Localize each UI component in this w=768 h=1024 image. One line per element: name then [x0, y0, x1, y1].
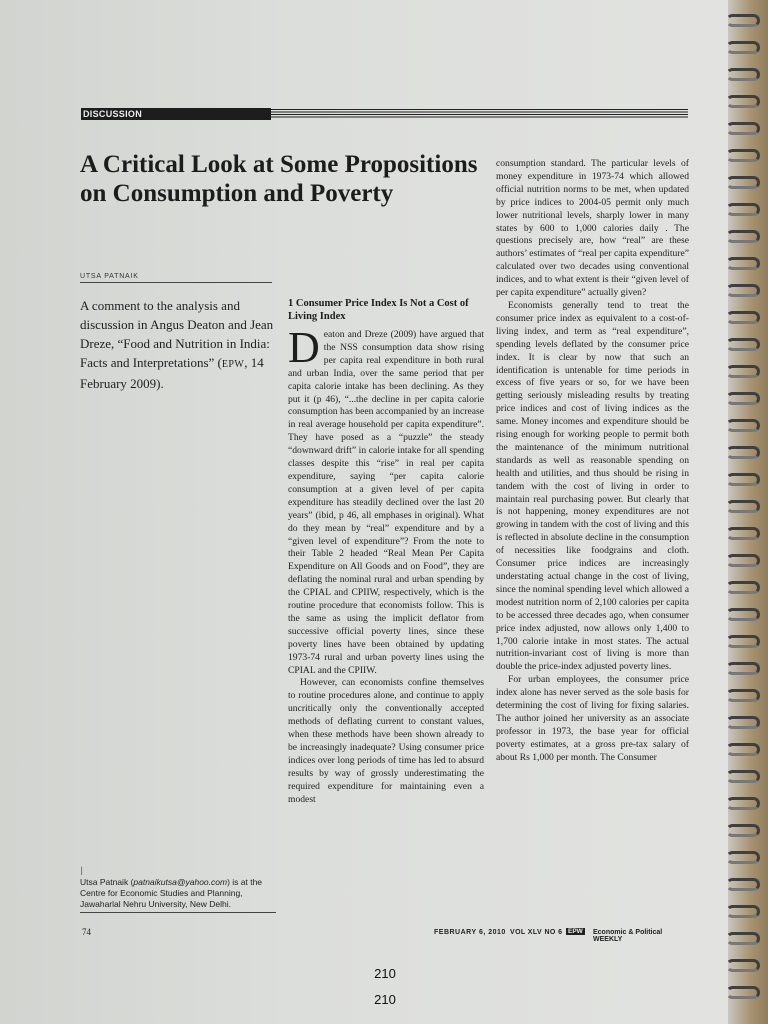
spiral-coil [726, 95, 760, 108]
spiral-binding [728, 0, 768, 1024]
spiral-coil [726, 959, 760, 972]
spiral-coil [726, 338, 760, 351]
article-title: A Critical Look at Some Propositions on Consumption and Poverty [80, 151, 478, 207]
page-footer [80, 926, 690, 943]
paragraph [288, 323, 484, 677]
section-heading: 1 Consumer Price Index Is Not a Cost of Living Index [288, 298, 469, 322]
spiral-coil [726, 851, 760, 864]
spiral-coil [726, 257, 760, 270]
spiral-coil [726, 311, 760, 324]
spiral-coil [726, 149, 760, 162]
spiral-coil [726, 230, 760, 243]
abstract-text-end: , 14 February 2009). [80, 355, 264, 391]
issue-date: FEBRUARY 6, 2010 [434, 929, 506, 936]
magazine-name: Economic & Political WEEKLY [593, 929, 663, 943]
body-column-right [496, 158, 689, 765]
spiral-coil [726, 284, 760, 297]
spiral-coil [726, 743, 760, 756]
spiral-coil [726, 608, 760, 621]
spiral-coil [726, 203, 760, 216]
spiral-coil [726, 716, 760, 729]
spiral-coil [726, 176, 760, 189]
abstract-text-start: A comment to the analysis and discussion in Angus Deaton and Jean Dreze, “Food and Nutrition in India: Facts and Interpretations” ( [80, 298, 274, 370]
spiral-coil [726, 68, 760, 81]
section-rule-lines [271, 109, 688, 119]
spiral-coil [726, 932, 760, 945]
author-email: patnaikutsa@yahoo.com [133, 877, 228, 887]
spiral-coil [726, 419, 760, 432]
page-number: 74 [82, 927, 91, 937]
spiral-coil [726, 689, 760, 702]
spiral-coil [726, 41, 760, 54]
spiral-coil [726, 770, 760, 783]
spiral-coil [726, 14, 760, 27]
spiral-coil [726, 554, 760, 567]
footnote-text-start: Utsa Patnaik ( [80, 877, 134, 887]
spiral-coil [726, 635, 760, 648]
paragraph: consumption standard. The particular levels of money expenditure in 1973-74 which allowed official nutrition norms to be met, when updated by price indices to 2004-05 permit only much lower nutritional levels, sharply lower in many states by 600 to 1,000 calories daily . The questions precisely are, how “real” are these authors’ estimates of “real per capita expenditure” calculated over two decades using conventional indices, and to what extent is their “given level of per capita expenditure” actually given? [496, 158, 689, 299]
spiral-coil [726, 986, 760, 999]
spiral-coil [726, 392, 760, 405]
section-bar [81, 108, 688, 120]
spiral-coil [726, 824, 760, 837]
spiral-coil [726, 473, 760, 486]
spiral-coil [726, 365, 760, 378]
author-footnote [80, 866, 276, 913]
paragraph: Economists generally tend to treat the consumer price index as equivalent to a cost-of-living index, and term as “real expenditure”, spending levels deflated by the consumer price index. It is clear by now that such an identification is untenable for time periods in excess of five years or so, for we have been getting seriously misleading results by treating price indices and cost of living indices as the same. Money incomes and expenditure should be rising enough for working people to permit both the maintenance of the minimum nutritional standards as well as reasonable spending on health and utilities, and thus should be rising in tandem with the cost of living in order to maintain real purchasing power. But clearly that is not happening, money expenditures are not growing in tandem with the cost of living and this is reflected in absolute decline in the consumption of necessities like foodgrains and cloth. Consumer price indices are increasingly understating actual change in the cost of living, since the nominal spending level which allowed a modest nutrition norm of 2,100 calories per capita to be accessed three decades ago, when consumer price index adjusted, now allows only 1,400 to 1,700 calorie intake in most states. The actual nutrition-invariant cost of living is more than double the price-index adjusted poverty lines. [496, 299, 689, 673]
paragraph-text: eaton and Dreze (2009) have argued that the NSS consumption data show rising per capita real expenditure in both rural and urban India, over the same period that per capita calorie intake has been declining. As they put it (p 46), “...the decline in per capita calorie consumption has been accompanied by an increase in real average household per capita expenditure”. They have posed as a “puzzle” the steady “downward drift” in calorie intake for all spending classes despite this “rise” in real per capita expenditure, saying “per capita calorie consumption at a given level of per capita expenditure has steadily declined over the last 20 years” (ibid, p 46, all emphases in original). What do they mean by “real” expenditure and by a “given level of expenditure”? From the note to their Table 2 headed “Real Mean Per Capita Expenditure on All Goods and on Food”, they are deflating the nominal rural and urban spending by the CPIAL and CPIIW, respectively, which is the routine procedure that economists follow. This is the same as using the implicit deflator from successive official poverty lines, since these poverty lines have been obtained by updating 1973-74 rural and urban poverty lines using the CPIAL and the CPIIW. [288, 329, 484, 676]
spiral-coil [726, 122, 760, 135]
paragraph: For urban employees, the consumer price index alone has never served as the sole basis for determining the cost of living for fixing salaries. The author joined her university as an associate professor in 1973, the base year for official poverty estimates, at a gross pre-tax salary of about Rs 1,000 per month. The Consumer [496, 674, 689, 763]
spiral-coil [726, 662, 760, 675]
stamped-page-number: 210 [374, 966, 396, 981]
stamped-page-number: 210 [374, 992, 396, 1007]
footnote-text-end: ) is at the Centre for Economic Studies and Planning, Jawaharlal Nehru University, New Delhi. [80, 877, 263, 909]
spiral-coil [726, 581, 760, 594]
epw-logo: EPW [568, 928, 583, 935]
spiral-coil [726, 527, 760, 540]
article-abstract [80, 296, 276, 393]
issue-volume: VOL XLV NO 6 [510, 929, 563, 936]
body-column-middle [288, 297, 484, 807]
section-label: DISCUSSION [81, 108, 271, 120]
abstract-journal-abbrev: EPW [221, 359, 245, 370]
spiral-coil [726, 878, 760, 891]
spiral-coil [726, 446, 760, 459]
footnote-mark: │ [80, 868, 85, 875]
author-name: UTSA PATNAIK [80, 273, 272, 283]
spiral-coil [726, 905, 760, 918]
drop-cap: D [288, 323, 320, 372]
spiral-coil [726, 797, 760, 810]
spiral-coil [726, 500, 760, 513]
paragraph: However, can economists confine themselves to routine procedures alone, and continue to apply uncritically only the conventionally accepted methods of deflating current to constant values, when these methods have been shown already to be increasingly inadequate? Using consumer price indices over long periods of time has led to absurd results by way of grossly underestimating the required expenditure for maintaining even a modest [288, 677, 484, 805]
